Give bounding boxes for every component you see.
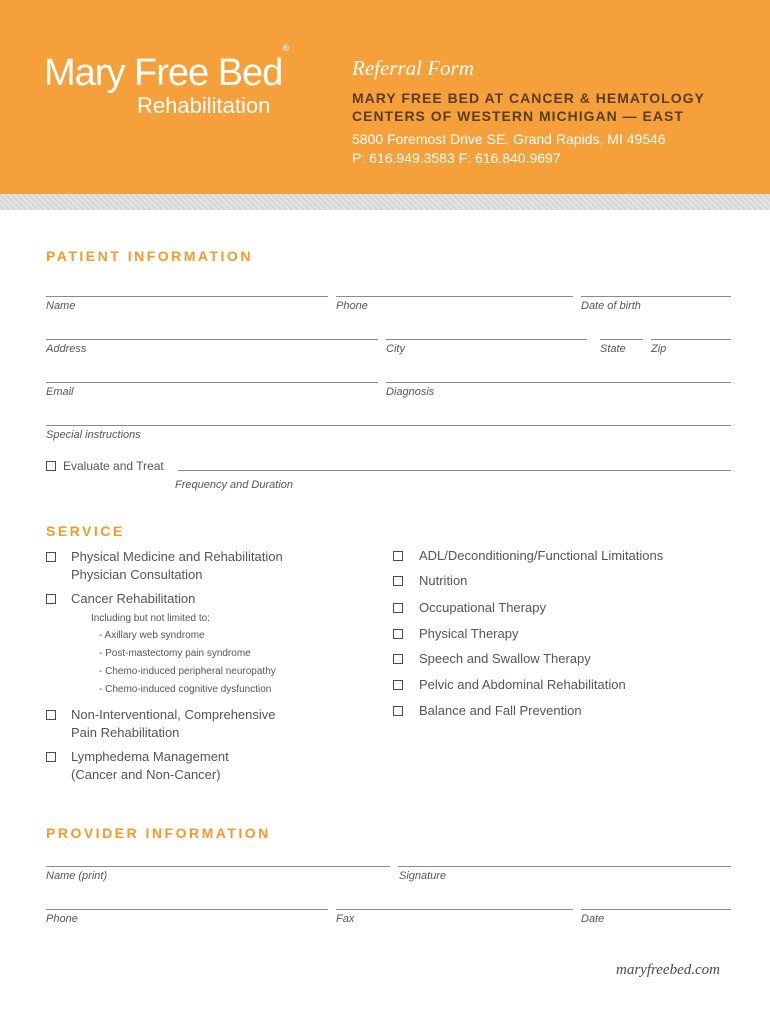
patient-info-heading: PATIENT INFORMATION [46, 248, 253, 264]
speech-swallow-checkbox[interactable] [393, 654, 403, 664]
date-label: Date [581, 913, 605, 925]
form-title: Referral Form [352, 56, 474, 80]
name-label: Name [46, 300, 76, 312]
date-field[interactable] [581, 909, 731, 910]
special-instructions-label: Special instructions [46, 429, 141, 441]
contact-info [352, 130, 666, 168]
including-note: Including but not limited to: [91, 613, 210, 624]
condition-item: - Post-mastectomy pain syndrome [99, 648, 251, 659]
condition-item: - Chemo-induced cognitive dysfunction [99, 684, 272, 695]
evaluate-treat-checkbox[interactable] [46, 461, 56, 471]
frequency-duration-label: Frequency and Duration [175, 479, 294, 491]
zip-label: Zip [651, 343, 667, 355]
header-divider-band [0, 194, 770, 210]
email-label: Email [46, 386, 74, 398]
speech-swallow-label: Speech and Swallow Therapy [419, 651, 591, 666]
frequency-duration-field[interactable] [178, 470, 731, 471]
phone-label: Phone [336, 300, 368, 312]
provider-fax-field[interactable] [336, 909, 573, 910]
diagnosis-label: Diagnosis [386, 386, 435, 398]
evaluate-treat-label: Evaluate and Treat [63, 459, 164, 473]
cancer-rehab-checkbox[interactable] [46, 594, 56, 604]
lymphedema-label: Lymphedema Management (Cancer and Non-Cancer) [71, 749, 229, 782]
balance-fall-checkbox[interactable] [393, 706, 403, 716]
city-label: City [386, 343, 405, 355]
center-name: MARY FREE BED AT CANCER & HEMATOLOGY CENTERS OF WESTERN MICHIGAN — EAST [352, 90, 705, 124]
provider-name-field[interactable] [46, 866, 390, 867]
logo-name: Mary Free Bed [44, 52, 283, 94]
address-label: Address [46, 343, 87, 355]
nutrition-checkbox[interactable] [393, 576, 403, 586]
condition-item: - Chemo-induced peripheral neuropathy [99, 666, 276, 677]
logo-subtitle: Rehabilitation [137, 93, 271, 118]
balance-fall-label: Balance and Fall Prevention [419, 703, 582, 718]
provider-name-label: Name (print) [46, 870, 108, 882]
diagnosis-field[interactable] [386, 382, 731, 383]
email-field[interactable] [46, 382, 378, 383]
pmr-label: Physical Medicine and Rehabilitation Physician Consultation [71, 549, 283, 582]
occupational-therapy-label: Occupational Therapy [419, 600, 546, 615]
nutrition-label: Nutrition [419, 573, 468, 588]
center-address: 5800 Foremost Drive SE, Grand Rapids, MI 49546 [352, 131, 666, 147]
provider-phone-field[interactable] [46, 909, 328, 910]
logo [44, 43, 289, 95]
signature-label: Signature [399, 870, 447, 882]
website-link[interactable]: maryfreebed.com [616, 962, 720, 978]
occupational-therapy-checkbox[interactable] [393, 603, 403, 613]
registered-mark: ® [282, 43, 289, 54]
phone-field[interactable] [336, 296, 573, 297]
center-phone-fax: P: 616.949.3583 F: 616.840.9697 [352, 150, 561, 166]
pelvic-abdominal-label: Pelvic and Abdominal Rehabilitation [419, 677, 626, 692]
provider-info-heading: PROVIDER INFORMATION [46, 825, 271, 841]
pmr-checkbox[interactable] [46, 552, 56, 562]
dob-label: Date of birth [581, 300, 641, 312]
dob-field[interactable] [581, 296, 731, 297]
signature-field[interactable] [398, 866, 731, 867]
pain-rehab-label: Non-Interventional, Comprehensive Pain Rehabilitation [71, 707, 276, 740]
provider-fax-label: Fax [336, 913, 355, 925]
state-field[interactable] [600, 339, 643, 340]
cancer-rehab-label: Cancer Rehabilitation [71, 591, 196, 606]
provider-phone-label: Phone [46, 913, 78, 925]
adl-checkbox[interactable] [393, 551, 403, 561]
pain-rehab-checkbox[interactable] [46, 710, 56, 720]
physical-therapy-label: Physical Therapy [419, 626, 519, 641]
pelvic-abdominal-checkbox[interactable] [393, 680, 403, 690]
physical-therapy-checkbox[interactable] [393, 629, 403, 639]
adl-label: ADL/Deconditioning/Functional Limitations [419, 548, 664, 563]
condition-item: - Axillary web syndrome [99, 630, 205, 641]
lymphedema-checkbox[interactable] [46, 752, 56, 762]
zip-field[interactable] [651, 339, 731, 340]
special-instructions-field[interactable] [46, 425, 731, 426]
city-field[interactable] [386, 339, 587, 340]
state-label: State [600, 343, 626, 355]
address-field[interactable] [46, 339, 378, 340]
service-heading: SERVICE [46, 523, 125, 539]
name-field[interactable] [46, 296, 328, 297]
